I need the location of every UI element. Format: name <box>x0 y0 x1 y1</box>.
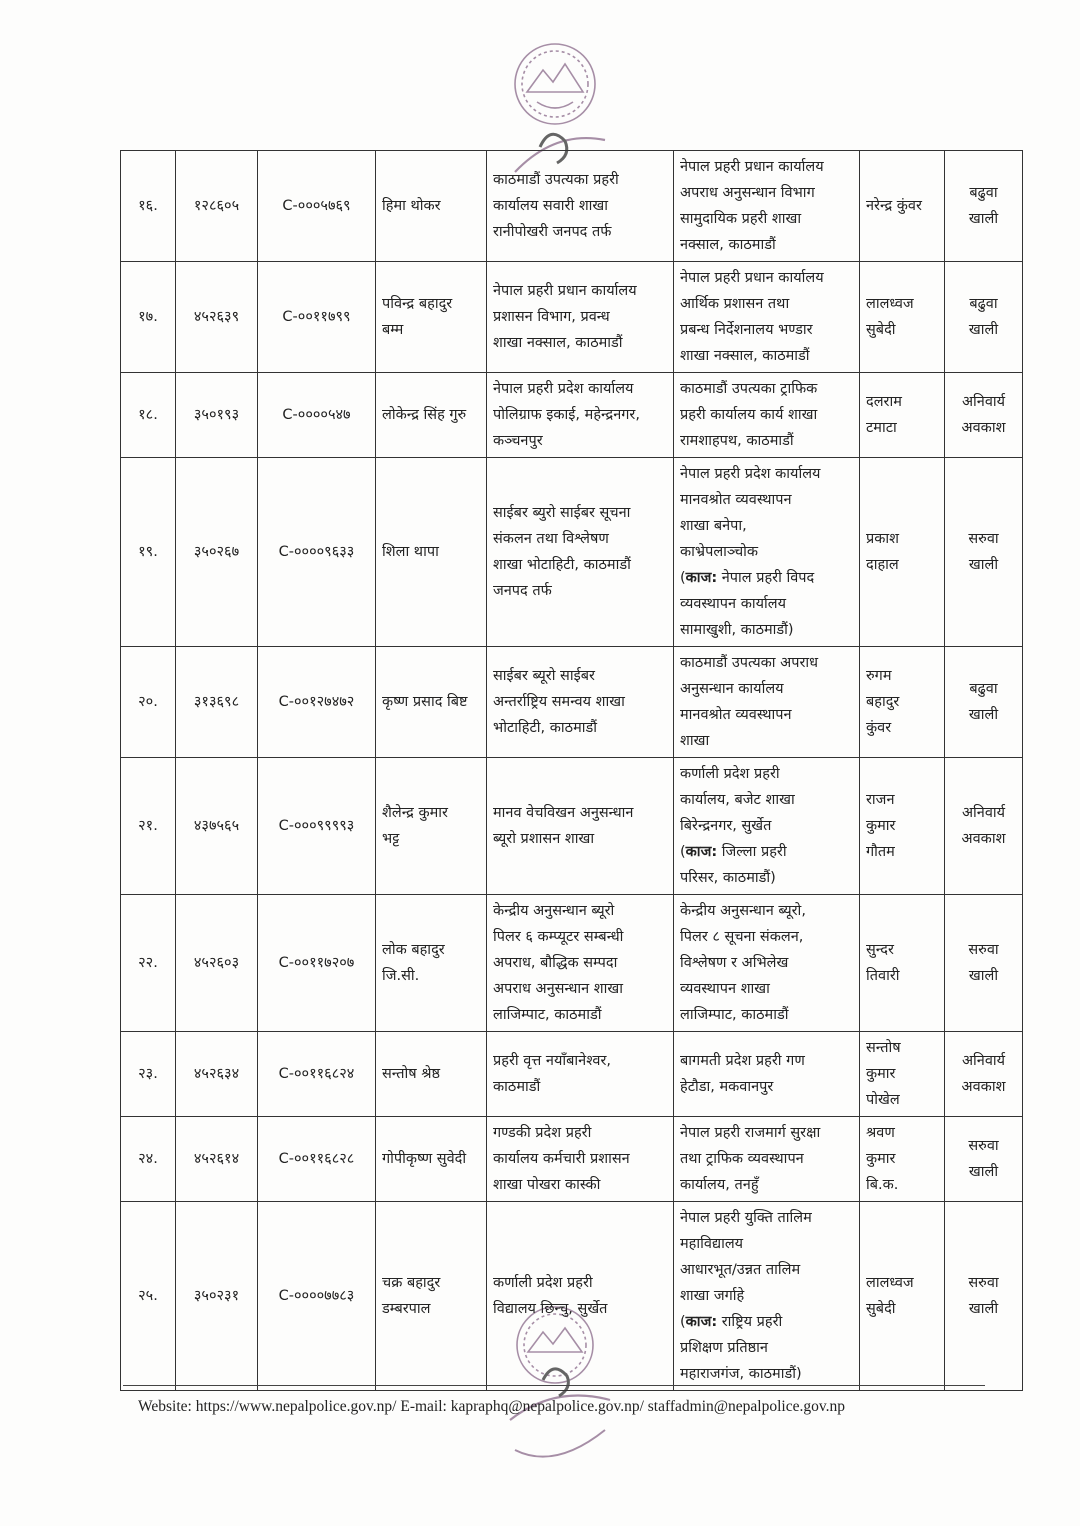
new-office-cell-line: अनुसन्धान कार्यालय <box>680 681 784 697</box>
person-name-cell <box>376 1032 487 1117</box>
serial-number-cell <box>121 1032 176 1117</box>
person-name-cell-line: कृष्ण प्रसाद बिष्ट <box>382 694 468 710</box>
person-name-cell-line: चक्र बहादुर <box>382 1275 441 1291</box>
current-office-cell-line: नेपाल प्रहरी प्रदेश कार्यालय <box>493 381 634 397</box>
person-name-cell-line: डम्बरपाल <box>382 1301 431 1317</box>
person-name-cell <box>376 758 487 895</box>
current-office-cell-line: साईबर ब्युरो साईबर सूचना <box>493 505 631 521</box>
replacing-person-cell <box>860 1202 945 1391</box>
new-office-cell-line: केन्द्रीय अनुसन्धान ब्यूरो, <box>680 903 806 919</box>
current-office-cell <box>487 1032 674 1117</box>
new-office-cell <box>674 151 860 262</box>
transfer-table <box>120 150 1023 1391</box>
new-office-cell-line: हेटौडा, मकवानपुर <box>680 1079 774 1095</box>
new-office-cell-line: नेपाल प्रहरी प्रधान कार्यालय <box>680 270 824 286</box>
new-office-cell-line: कार्यालय, बजेट शाखा <box>680 792 795 808</box>
serial-number-cell <box>121 262 176 373</box>
serial-number-cell <box>121 895 176 1032</box>
new-office-cell <box>674 1117 860 1202</box>
replacing-person-cell-line: बहादुर <box>866 694 900 710</box>
new-office-cell-line: मानवश्रोत व्यवस्थापन <box>680 707 792 723</box>
vacancy-status-cell-line: बढुवा <box>969 185 998 201</box>
vacancy-status-cell-line: खाली <box>968 322 999 338</box>
police-id-cell <box>176 895 258 1032</box>
police-id-cell <box>176 1032 258 1117</box>
new-office-cell-line: महाविद्यालय <box>680 1236 744 1252</box>
serial-number-cell <box>121 758 176 895</box>
new-office-cell-line: नेपाल प्रहरी राजमार्ग सुरक्षा <box>680 1125 821 1141</box>
replacing-person-cell-line: नरेन्द्र कुंवर <box>866 198 922 214</box>
new-office-cell <box>674 373 860 458</box>
replacing-person-cell-line: लालध्वज <box>866 1275 914 1291</box>
new-office-cell-line: तथा ट्राफिक व्यवस्थापन <box>680 1151 804 1167</box>
current-office-cell-line: अपराध अनुसन्धान शाखा <box>493 981 624 997</box>
current-office-cell-line: साईबर ब्यूरो साईबर <box>493 668 595 684</box>
current-office-cell <box>487 373 674 458</box>
vacancy-status-cell-line: सरुवा <box>968 1275 999 1291</box>
replacing-person-cell-line: कुमार <box>866 818 896 834</box>
current-office-cell-line: पिलर ६ कम्प्यूटर सम्बन्धी <box>493 929 624 945</box>
new-office-cell <box>674 647 860 758</box>
vacancy-status-cell-line: अवकाश <box>961 1079 1006 1095</box>
new-office-cell-line: लाजिम्पाट, काठमाडौं <box>680 1007 789 1023</box>
table-row <box>121 895 1023 1032</box>
table-row <box>121 1117 1023 1202</box>
new-office-cell-line: (काज: राष्ट्रिय प्रहरी <box>680 1314 783 1330</box>
replacing-person-cell-line: तिवारी <box>866 968 900 984</box>
replacing-person-cell <box>860 1032 945 1117</box>
serial-number-cell-line: २५. <box>138 1288 158 1304</box>
current-office-cell-line: अपराध, बौद्धिक सम्पदा <box>493 955 618 971</box>
replacing-person-cell-line: सुन्दर <box>866 942 894 958</box>
person-name-cell <box>376 458 487 647</box>
table-row <box>121 1032 1023 1117</box>
vacancy-status-cell-line: खाली <box>968 707 999 723</box>
replacing-person-cell-line: कुंवर <box>866 720 892 736</box>
replacing-person-cell <box>860 647 945 758</box>
police-id-cell-line: ४५२६०३ <box>193 955 240 971</box>
serial-number-cell <box>121 1117 176 1202</box>
new-office-cell <box>674 262 860 373</box>
current-office-cell-line: लाजिम्पाट, काठमाडौं <box>493 1007 602 1023</box>
employee-code-cell <box>258 758 376 895</box>
current-office-cell-line: प्रशासन विभाग, प्रवन्ध <box>493 309 610 325</box>
police-id-cell <box>176 1202 258 1391</box>
new-office-cell-line: काभ्रेपलाञ्चोक <box>680 544 759 560</box>
vacancy-status-cell-line: खाली <box>968 968 999 984</box>
new-office-cell-line: महाराजगंज, काठमाडौं) <box>680 1366 802 1382</box>
employee-code-cell-line: C-००११६८२४ <box>278 1066 355 1082</box>
replacing-person-cell-line: कुमार <box>866 1151 896 1167</box>
new-office-cell-line: रामशाहपथ, काठमाडौं <box>680 433 794 449</box>
new-office-cell-line: शाखा बनेपा, <box>680 518 747 534</box>
new-office-cell-line: आर्थिक प्रशासन तथा <box>680 296 790 312</box>
new-office-cell <box>674 895 860 1032</box>
person-name-cell <box>376 1202 487 1391</box>
vacancy-status-cell-line: अनिवार्य <box>961 394 1006 410</box>
current-office-cell-line: संकलन तथा विश्लेषण <box>493 531 609 547</box>
new-office-cell-line: शाखा नक्साल, काठमाडौं <box>680 348 810 364</box>
police-id-cell-line: ३१३६९८ <box>193 694 240 710</box>
new-office-cell-line: कार्यालय, तनहुँ <box>680 1177 759 1193</box>
serial-number-cell-line: १९. <box>138 544 158 560</box>
person-name-cell-line: लोक बहादुर <box>382 942 445 958</box>
new-office-cell-line: नेपाल प्रहरी प्रदेश कार्यालय <box>680 466 821 482</box>
employee-code-cell-line: C-०००९९९९३ <box>278 818 355 834</box>
police-id-cell-line: ३५०२६७ <box>193 544 240 560</box>
police-id-cell-line: ३५०१९३ <box>193 407 240 423</box>
table-row <box>121 262 1023 373</box>
person-name-cell <box>376 1117 487 1202</box>
replacing-person-cell-line: रुगम <box>866 668 892 684</box>
police-id-cell <box>176 1117 258 1202</box>
person-name-cell <box>376 373 487 458</box>
vacancy-status-cell-line: सरुवा <box>968 942 999 958</box>
police-id-cell <box>176 262 258 373</box>
current-office-cell <box>487 458 674 647</box>
serial-number-cell-line: १८. <box>138 407 158 423</box>
replacing-person-cell-line: लालध्वज <box>866 296 914 312</box>
employee-code-cell-line: C-००११७९९ <box>282 309 351 325</box>
table-row <box>121 458 1023 647</box>
police-id-cell <box>176 758 258 895</box>
new-office-cell-line: बिरेन्द्रनगर, सुर्खेत <box>680 818 772 834</box>
current-office-cell-line: कार्यालय कर्मचारी प्रशासन <box>493 1151 630 1167</box>
replacing-person-cell-line: कुमार <box>866 1066 896 1082</box>
police-id-cell-line: १२८६०५ <box>193 198 240 214</box>
footer-contact: Website: https://www.nepalpolice.gov.np/ E-mail: kapraphq@nepalpolice.gov.np/ staffadmin@nepalpolice.gov.np <box>138 1398 845 1415</box>
table-row <box>121 151 1023 262</box>
replacing-person-cell <box>860 1117 945 1202</box>
vacancy-status-cell <box>945 647 1023 758</box>
new-office-cell-line: प्रहरी कार्यालय कार्य शाखा <box>680 407 818 423</box>
employee-code-cell <box>258 1117 376 1202</box>
vacancy-status-cell <box>945 1202 1023 1391</box>
vacancy-status-cell-line: खाली <box>968 1301 999 1317</box>
serial-number-cell-line: १७. <box>138 309 158 325</box>
employee-code-cell-line: C-००००७७८३ <box>278 1288 355 1304</box>
police-id-cell-line: ४५२६१४ <box>193 1151 240 1167</box>
vacancy-status-cell-line: बढुवा <box>969 681 998 697</box>
replacing-person-cell-line: सुबेदी <box>866 322 896 338</box>
employee-code-cell-line: C-००००९६३३ <box>278 544 355 560</box>
current-office-cell-line: गण्डकी प्रदेश प्रहरी <box>493 1125 592 1141</box>
replacing-person-cell-line: सन्तोष <box>866 1040 901 1056</box>
current-office-cell-line: जनपद तर्फ <box>493 583 552 599</box>
table-row <box>121 373 1023 458</box>
current-office-cell-line: शाखा नक्साल, काठमाडौं <box>493 335 623 351</box>
employee-code-cell <box>258 1202 376 1391</box>
current-office-cell-line: कार्यालय सवारी शाखा <box>493 198 609 214</box>
new-office-cell-line: पिलर ८ सूचना संकलन, <box>680 929 804 945</box>
replacing-person-cell-line: राजन <box>866 792 895 808</box>
new-office-cell-line: नेपाल प्रहरी युक्ति तालिम <box>680 1210 812 1226</box>
vacancy-status-cell <box>945 262 1023 373</box>
police-id-cell <box>176 458 258 647</box>
new-office-cell-line: (काज: जिल्ला प्रहरी <box>680 844 787 860</box>
person-name-cell-line: सन्तोष श्रेष्ठ <box>382 1066 441 1082</box>
current-office-cell-line: पोलिग्राफ इकाई, महेन्द्रनगर, <box>493 407 640 423</box>
current-office-cell-line: भोटाहिटी, काठमाडौं <box>493 720 598 736</box>
current-office-cell <box>487 647 674 758</box>
new-office-cell-line: शाखा जर्गाहे <box>680 1288 745 1304</box>
employee-code-cell <box>258 647 376 758</box>
new-office-cell-line: आधारभूत/उन्नत तालिम <box>680 1262 801 1278</box>
serial-number-cell <box>121 458 176 647</box>
police-id-cell-line: ३५०२३१ <box>193 1288 240 1304</box>
person-name-cell <box>376 262 487 373</box>
replacing-person-cell-line: सुबेदी <box>866 1301 896 1317</box>
new-office-cell-line: विश्लेषण र अभिलेख <box>680 955 789 971</box>
vacancy-status-cell-line: खाली <box>968 1164 999 1180</box>
serial-number-cell-line: २१. <box>138 818 158 834</box>
person-name-cell-line: जि.सी. <box>382 968 420 984</box>
replacing-person-cell <box>860 458 945 647</box>
serial-number-cell-line: १६. <box>138 198 158 214</box>
current-office-cell <box>487 151 674 262</box>
vacancy-status-cell-line: अनिवार्य <box>961 1053 1006 1069</box>
current-office-cell-line: कर्णाली प्रदेश प्रहरी <box>493 1275 593 1291</box>
vacancy-status-cell <box>945 895 1023 1032</box>
new-office-cell <box>674 458 860 647</box>
current-office-cell-line: नेपाल प्रहरी प्रधान कार्यालय <box>493 283 637 299</box>
person-name-cell <box>376 151 487 262</box>
person-name-cell-line: गोपीकृष्ण सुवेदी <box>382 1151 467 1167</box>
serial-number-cell <box>121 1202 176 1391</box>
current-office-cell-line: शाखा पोखरा कास्की <box>493 1177 601 1193</box>
employee-code-cell-line: C-००००५४७ <box>282 407 351 423</box>
vacancy-status-cell-line: सरुवा <box>968 1138 999 1154</box>
replacing-person-cell-line: प्रकाश <box>866 531 900 547</box>
new-office-cell <box>674 1032 860 1117</box>
new-office-cell-line: अपराध अनुसन्धान विभाग <box>680 185 815 201</box>
serial-number-cell-line: २०. <box>138 694 158 710</box>
employee-code-cell-line: C-००१२७४७२ <box>278 694 355 710</box>
new-office-cell-line: व्यवस्थापन शाखा <box>680 981 770 997</box>
serial-number-cell-line: २३. <box>138 1066 158 1082</box>
new-office-cell-line: नेपाल प्रहरी प्रधान कार्यालय <box>680 159 824 175</box>
serial-number-cell <box>121 151 176 262</box>
person-name-cell <box>376 895 487 1032</box>
current-office-cell-line: काठमाडौं <box>493 1079 541 1095</box>
current-office-cell-line: मानव वेचविखन अनुसन्धान <box>493 805 634 821</box>
new-office-cell-line: परिसर, काठमाडौं) <box>680 870 776 886</box>
employee-code-cell <box>258 895 376 1032</box>
current-office-cell <box>487 262 674 373</box>
vacancy-status-cell-line: खाली <box>968 557 999 573</box>
police-id-cell-line: ४३७५६५ <box>193 818 240 834</box>
person-name-cell-line: लोकेन्द्र सिंह गुरु <box>382 407 467 423</box>
employee-code-cell <box>258 151 376 262</box>
employee-code-cell <box>258 1032 376 1117</box>
replacing-person-cell <box>860 151 945 262</box>
replacing-person-cell-line: गौतम <box>866 844 895 860</box>
vacancy-status-cell <box>945 151 1023 262</box>
new-office-cell-line: काठमाडौं उपत्यका ट्राफिक <box>680 381 818 397</box>
current-office-cell-line: ब्यूरो प्रशासन शाखा <box>493 831 595 847</box>
new-office-cell-line: कर्णाली प्रदेश प्रहरी <box>680 766 780 782</box>
new-office-cell-line: काठमाडौं उपत्यका अपराध <box>680 655 819 671</box>
vacancy-status-cell-line: सरुवा <box>968 531 999 547</box>
employee-code-cell <box>258 373 376 458</box>
vacancy-status-cell-line: अनिवार्य <box>961 805 1006 821</box>
vacancy-status-cell <box>945 458 1023 647</box>
vacancy-status-cell <box>945 1117 1023 1202</box>
table-row <box>121 758 1023 895</box>
current-office-cell-line: शाखा भोटाहिटी, काठमाडौं <box>493 557 631 573</box>
employee-code-cell-line: C-००११६८२८ <box>278 1151 355 1167</box>
current-office-cell-line: प्रहरी वृत्त नयाँबानेश्वर, <box>493 1053 611 1069</box>
replacing-person-cell <box>860 262 945 373</box>
vacancy-status-cell-line: खाली <box>968 211 999 227</box>
replacing-person-cell-line: दलराम <box>866 394 902 410</box>
current-office-cell-line: कञ्चनपुर <box>493 433 543 449</box>
replacing-person-cell <box>860 895 945 1032</box>
new-office-cell-line: (काज: नेपाल प्रहरी विपद <box>680 570 815 586</box>
table-row <box>121 647 1023 758</box>
current-office-cell <box>487 1117 674 1202</box>
new-office-cell-line: सामाखुशी, काठमाडौं) <box>680 622 794 638</box>
replacing-person-cell <box>860 758 945 895</box>
person-name-cell-line: पविन्द्र बहादुर <box>382 296 453 312</box>
employee-code-cell-line: C-००११७२०७ <box>278 955 355 971</box>
new-office-cell <box>674 758 860 895</box>
employee-code-cell <box>258 458 376 647</box>
current-office-cell <box>487 758 674 895</box>
current-office-cell-line: अन्तर्राष्ट्रिय समन्वय शाखा <box>493 694 625 710</box>
new-office-cell-line: प्रबन्ध निर्देशनालय भण्डार <box>680 322 813 338</box>
replacing-person-cell-line: पोखेल <box>866 1092 900 1108</box>
current-office-cell-line: काठमाडौं उपत्यका प्रहरी <box>493 172 619 188</box>
vacancy-status-cell <box>945 373 1023 458</box>
serial-number-cell <box>121 373 176 458</box>
replacing-person-cell-line: श्रवण <box>866 1125 895 1141</box>
replacing-person-cell <box>860 373 945 458</box>
person-name-cell-line: बम्म <box>382 322 404 338</box>
new-office-cell <box>674 1202 860 1391</box>
person-name-cell <box>376 647 487 758</box>
new-office-cell-line: शाखा <box>680 733 710 749</box>
employee-code-cell <box>258 262 376 373</box>
vacancy-status-cell <box>945 758 1023 895</box>
police-id-cell-line: ४५२६३४ <box>193 1066 240 1082</box>
serial-number-cell-line: २४. <box>138 1151 158 1167</box>
police-id-cell <box>176 151 258 262</box>
new-office-cell-line: बागमती प्रदेश प्रहरी गण <box>680 1053 805 1069</box>
current-office-cell-line: केन्द्रीय अनुसन्धान ब्यूरो <box>493 903 615 919</box>
person-name-cell-line: भट्ट <box>382 831 400 847</box>
replacing-person-cell-line: दाहाल <box>866 557 899 573</box>
police-id-cell-line: ४५२६३९ <box>193 309 240 325</box>
current-office-cell-line: विद्यालय छिन्चु, सुर्खेत <box>493 1301 608 1317</box>
police-id-cell <box>176 373 258 458</box>
serial-number-cell-line: २२. <box>138 955 158 971</box>
new-office-cell-line: मानवश्रोत व्यवस्थापन <box>680 492 792 508</box>
vacancy-status-cell-line: बढुवा <box>969 296 998 312</box>
person-name-cell-line: शैलेन्द्र कुमार <box>382 805 448 821</box>
new-office-cell-line: नक्साल, काठमाडौं <box>680 237 776 253</box>
current-office-cell <box>487 1202 674 1391</box>
replacing-person-cell-line: टमाटा <box>866 420 897 436</box>
person-name-cell-line: हिमा थोकर <box>382 198 441 214</box>
police-id-cell <box>176 647 258 758</box>
vacancy-status-cell <box>945 1032 1023 1117</box>
vacancy-status-cell-line: अवकाश <box>961 420 1006 436</box>
new-office-cell-line: प्रशिक्षण प्रतिष्ठान <box>680 1340 768 1356</box>
footer-divider <box>123 1385 985 1386</box>
serial-number-cell <box>121 647 176 758</box>
vacancy-status-cell-line: अवकाश <box>961 831 1006 847</box>
person-name-cell-line: शिला थापा <box>382 544 439 560</box>
new-office-cell-line: सामुदायिक प्रहरी शाखा <box>680 211 802 227</box>
employee-code-cell-line: C-०००५७६९ <box>282 198 351 214</box>
current-office-cell <box>487 895 674 1032</box>
new-office-cell-line: व्यवस्थापन कार्यालय <box>680 596 786 612</box>
table-row <box>121 1202 1023 1391</box>
current-office-cell-line: रानीपोखरी जनपद तर्फ <box>493 224 612 240</box>
replacing-person-cell-line: बि.क. <box>866 1177 899 1193</box>
